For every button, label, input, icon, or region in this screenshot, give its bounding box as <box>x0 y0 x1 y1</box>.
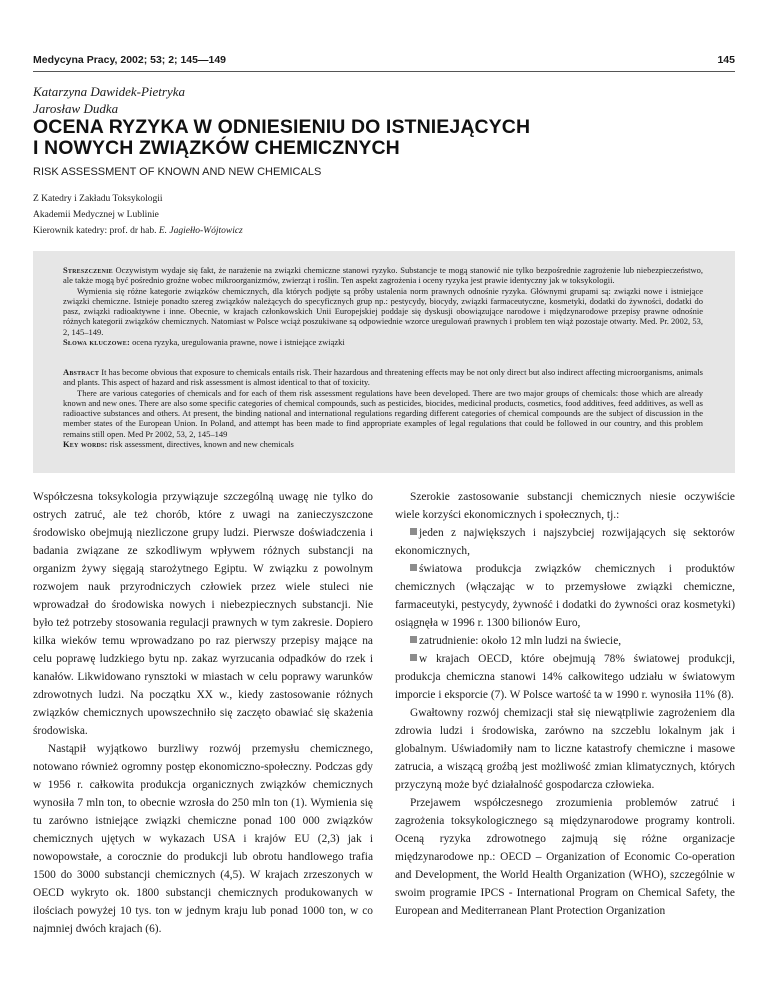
header-rule <box>33 71 735 72</box>
keywords-en-text: risk assessment, directives, known and new chemicals <box>109 439 294 450</box>
title-line: OCENA RYZYKA W ODNIESIENIU DO ISTNIEJĄCYCH <box>33 116 531 138</box>
abstract-pl-paragraph <box>63 265 703 286</box>
abstract-pl-text: Oczywistym wydaje się fakt, że narażenie na związki chemiczne stanowi ryzyko. Substancje te mogą stanowić nie tylko bezpośrednie zagrożenie lub niebezpieczeństwo, ale także mogą być pośrednio groźne wobec mikroorganizmów, zwierząt i roślin. Ten aspekt zagrożenia i oceny ryzyka jest prawie identyczny jak w toksykologii. <box>63 265 703 286</box>
bullet-text: w krajach OECD, które obejmują 78% światowej produkcji, produkcja chemiczna stanowi 14% całkowitego udziału w światowym imporcie i eksporcie (7). W Polsce wartość ta w 1990 r. wynosiła 11% (8). <box>395 653 735 701</box>
affiliation <box>33 191 243 239</box>
english-title: RISK ASSESSMENT OF KNOWN AND NEW CHEMICALS <box>33 166 322 178</box>
square-bullet-icon <box>410 654 417 661</box>
affiliation-line: Akademii Medycznej w Lublinie <box>33 210 159 220</box>
affiliation-line: Z Katedry i Zakładu Toksykologii <box>33 194 163 204</box>
keywords-en-label: Key words: <box>63 439 108 450</box>
keywords-pl <box>63 337 703 347</box>
abstract-polish <box>63 265 703 347</box>
body-column-right <box>395 488 735 920</box>
abstract-pl-paragraph: Wymienia się różne kategorie związków chemicznych, dla których podjęte są próby ustalenia norm prawnych odnośnie ryzyka. Głównymi grupami są: związki nowe i istniejące związki chemiczne. Istnieje ponadto szereg związków należących do specyficznych grup np.: pestycydy, biocydy, związki farmaceutyczne, kosmetyki, dodatki do żywności, dodatki do pasz, związki radioaktywne i inne. Obecnie, w krajach członkowskich Unii Europejskiej poddaje się dyskusji obowiązujące narodowe i międzynarodowe przepisy prawne odnośnie różnych kategorii związków chemicznych. Natomiast w Polsce wciąż poszukiwane są odpowiednie wzorce uregulowań prawnych i problem ten wiąż pozostaje otwarty. Med. Pr. 2002, 53, 2, 145–149. <box>63 285 703 337</box>
bullet-item <box>395 650 735 704</box>
bullet-text: zatrudnienie: około 12 mln ludzi na świecie, <box>419 635 622 647</box>
author-list <box>33 83 185 117</box>
article-title <box>33 117 735 159</box>
body-paragraph: Współczesna toksykologia przywiązuje szczególną uwagę nie tylko do ostrych zatruć, ale też chorób, które z uwagi na zanieczyszczone środowisko obejmują niezliczone grupy ludzi. Pierwsze doświadczenia i badania związane ze szkodliwym wpływem różnych substancji na organizm żywy sięgają starożytnego Egiptu. W związku z powolnym rozwojem nauk przyrodniczych człowiek przez wiele stuleci nie wprowadzał do środowiska nowych i niebezpiecznych substancji. Nie było też potrzeby stosowania regulacji prawnych w tym zakresie. Dopiero kilka wieków temu wprowadzano po raz pierwszy przepisy mające na celu poprawę ludzkiego bytu np. zakaz wyrzucania odpadków do rzek i kanałów. Likwidowano rynsztoki w miastach w celu poprawy warunków zdrowotnych ludzi. Na początku XX w., kiedy zastosowanie różnych związków chemicznych upowszechniło się zaczęto obawiać się skażenia środowiska. <box>33 491 373 737</box>
affiliation-head-name: E. Jagiełło-Wójtowicz <box>158 226 243 236</box>
bullet-text: światowa produkcja związków chemicznych i produktów chemicznych (włączając w to przemysłowe związki chemiczne, farmaceutyki, pestycydy, żywność i dodatki do żywności oraz kosmetyki) osiągnęła w 1996 r. 1300 bilionów Euro, <box>395 563 735 629</box>
keywords-pl-label: Słowa kluczowe: <box>63 337 131 348</box>
bullet-text: jeden z największych i najszybciej rozwijających się sektorów ekonomicznych, <box>395 527 735 557</box>
affiliation-head-line <box>33 223 243 239</box>
page-number: 145 <box>717 54 735 66</box>
bullet-item <box>395 560 735 632</box>
body-paragraph: Nastąpił wyjątkowo burzliwy rozwój przemysłu chemicznego, notowano również ogromny postęp ekonomiczno-społeczny. Podczas gdy w 1956 r. całkowita produkcja organicznych związków chemicznych wynosiła 7 mln ton, to obecnie wzrosła do 250 mln ton (1). Wymienia się tu zarówno istniejące związki chemiczne ponad 100 000 związków chemicznych ujętych w wykazach USA i krajów EU (2,3) jak i nowopowstałe, a corocznie do produkcji lub obrotu handlowego trafia 1500 do 3000 substancji chemicznych (4,5). W krajach zrzeszonych w OECD wykryto ok. 1800 substancji chemicznych produkowanych w ilościach powyżej 10 tys. ton w jednym kraju lub ponad 1000 ton, w co najmniej dwóch krajach (6). <box>33 743 373 935</box>
abstract-en-text: It has become obvious that exposure to chemicals entails risk. Their hazardous and threatening effects may be not only direct but also indirect affecting microorganisms, animals and plants. This aspect of hazard and risk assessment is almost identical to that of toxicity. <box>63 367 703 388</box>
bullet-item <box>395 524 735 560</box>
abstract-en-paragraph <box>63 367 703 388</box>
square-bullet-icon <box>410 636 417 643</box>
author-name: Katarzyna Dawidek-Pietryka <box>33 84 185 99</box>
body-column-left <box>33 488 373 938</box>
abstract-pl-label: Streszczenie <box>63 265 113 275</box>
journal-citation: Medycyna Pracy, 2002; 53; 2; 145—149 <box>33 54 227 66</box>
bullet-item <box>395 632 735 650</box>
body-paragraph: Gwałtowny rozwój chemizacji stał się niewątpliwie zagrożeniem dla zdrowia ludzi i środowiska, zarówno na szczeblu lokalnym jak i globalnym. Uświadomiły nam to liczne katastrofy chemiczne i masowe zatrucia, a wiszącą groźbą jest możliwość zmian klimatycznych, których przyczyną może być działalność gospodarcza człowieka. <box>395 707 735 791</box>
title-line: I NOWYCH ZWIĄZKÓW CHEMICZNYCH <box>33 137 400 159</box>
square-bullet-icon <box>410 564 417 571</box>
abstract-en-label: Abstract <box>63 367 100 377</box>
square-bullet-icon <box>410 528 417 535</box>
keywords-pl-text: ocena ryzyka, uregulowania prawne, nowe i istniejące związki <box>132 337 345 348</box>
body-paragraph: Szerokie zastosowanie substancji chemicznych niesie oczywiście wiele korzyści ekonomicznych i społecznych, tj.: <box>395 491 735 521</box>
author-name: Jarosław Dudka <box>33 101 119 116</box>
abstract-en-paragraph: There are various categories of chemicals and for each of them risk assessment regulations have been developed. There are two major groups of chemicals: those which are already known and new ones. There are also some specific categories of chemical compounds, such as pesticides, biocides, medicinal products, cosmetics, food additives, feed additives, as well as radioactive substances and others. At present, the binding national and international regulations regarding different categories of chemical compounds are the subject of discussion in the member states of the European Union. In Poland, and attempt has been made to find appropriate examples of legal regulations that could be followed in our country, and this problem remains still open. Med Pr 2002, 53, 2, 145–149 <box>63 387 703 439</box>
affiliation-head-prefix: Kierownik katedry: prof. dr hab. <box>33 226 159 236</box>
abstract-english <box>63 367 703 449</box>
body-paragraph: Przejawem współczesnego zrozumienia problemów zatruć i zagrożenia toksykologicznego są międzynarodowe programy kontroli. Oceną ryzyka zdrowotnego zajmują się różne organizacje międzynarodowe np.: OECD – Organization of Economic Co-operation and Development, the World Health Organization (WHO), szczególnie w swoim programie IPCS - International Program on Chemical Safety, the European and Mediterranean Plant Protection Organization <box>395 797 735 917</box>
keywords-en <box>63 439 703 449</box>
